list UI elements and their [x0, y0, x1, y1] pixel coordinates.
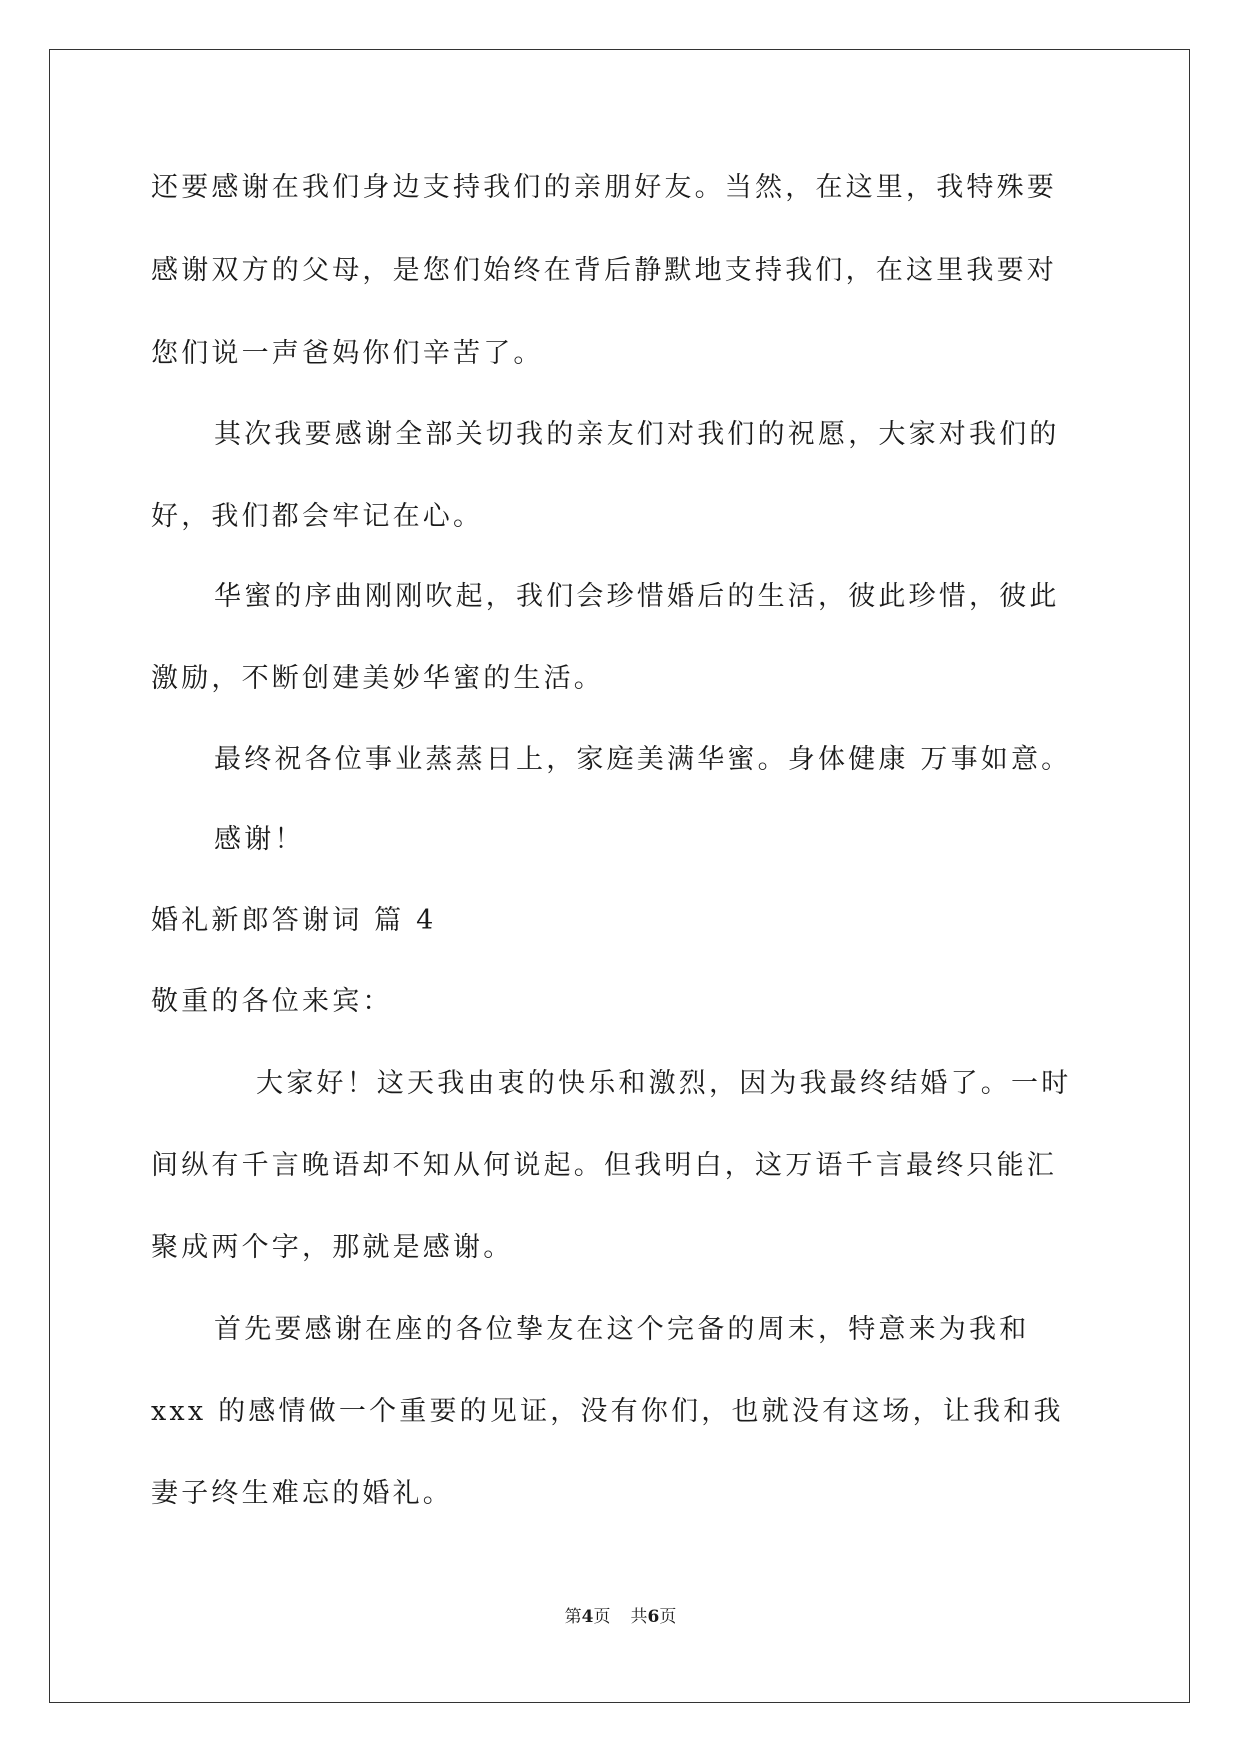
page-suffix: 页 — [593, 1607, 611, 1627]
paragraph-line: 激励，不断创建美妙华蜜的生活。 — [151, 663, 604, 694]
paragraph-line: xxx 的感情做一个重要的见证，没有你们，也就没有这场，让我和我 — [151, 1396, 1064, 1427]
page-prefix: 第 — [564, 1607, 582, 1627]
paragraph-line: 聚成两个字，那就是感谢。 — [151, 1232, 514, 1263]
salutation: 敬重的各位来宾： — [151, 986, 393, 1017]
page-number: 4 — [581, 1607, 594, 1627]
paragraph-line: 还要感谢在我们身边支持我们的亲朋好友。当然，在这里，我特殊要 — [151, 172, 1057, 203]
paragraph-line: 好，我们都会牢记在心。 — [151, 501, 484, 532]
total-prefix: 共 — [630, 1607, 648, 1627]
paragraph-line: 您们说一声爸妈你们辛苦了。 — [151, 338, 544, 369]
paragraph-line: 感谢双方的父母，是您们始终在背后静默地支持我们，在这里我要对 — [151, 255, 1057, 286]
paragraph-line: 妻子终生难忘的婚礼。 — [151, 1478, 453, 1509]
paragraph-line: 感谢！ — [214, 824, 305, 855]
page-footer — [0, 1606, 1241, 1628]
total-pages: 6 — [647, 1607, 660, 1627]
paragraph-line: 最终祝各位事业蒸蒸日上，家庭美满华蜜。身体健康 万事如意。 — [214, 744, 1072, 775]
section-heading: 婚礼新郎答谢词 篇 4 — [151, 905, 437, 936]
paragraph-line: 首先要感谢在座的各位挚友在这个完备的周末，特意来为我和 — [214, 1314, 1030, 1345]
paragraph-line: 其次我要感谢全部关切我的亲友们对我们的祝愿，大家对我们的 — [214, 419, 1060, 450]
paragraph-line: 大家好！这天我由衷的快乐和激烈，因为我最终结婚了。一时 — [256, 1068, 1072, 1099]
total-suffix: 页 — [659, 1607, 677, 1627]
paragraph-line: 间纵有千言晚语却不知从何说起。但我明白，这万语千言最终只能汇 — [151, 1150, 1057, 1181]
paragraph-line: 华蜜的序曲刚刚吹起，我们会珍惜婚后的生活，彼此珍惜，彼此 — [214, 581, 1060, 612]
page-border — [49, 49, 1190, 1703]
